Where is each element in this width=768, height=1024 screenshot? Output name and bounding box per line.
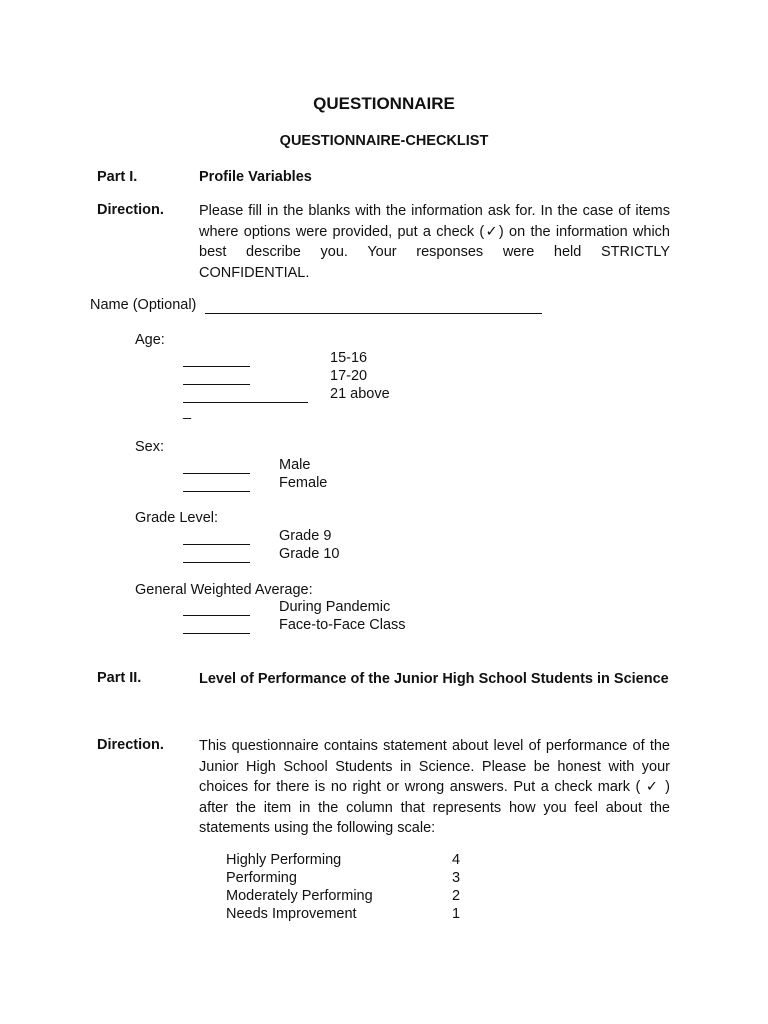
age-blank-3[interactable] xyxy=(183,402,308,403)
sex-blank-1[interactable] xyxy=(183,473,250,474)
sex-blank-2[interactable] xyxy=(183,491,250,492)
document-subtitle: QUESTIONNAIRE-CHECKLIST xyxy=(279,133,489,149)
name-blank[interactable] xyxy=(205,313,542,314)
name-label: Name (Optional) xyxy=(90,297,197,313)
grade-blank-2[interactable] xyxy=(183,562,250,563)
scale-value: 4 xyxy=(452,852,461,868)
grade-blank-1[interactable] xyxy=(183,544,250,545)
part1-direction-text: Please fill in the blanks with the information ask for. In the case of items where options were provided, put a check (✓) on the information which best describe you. Your responses were held STRICTLY CONFIDENTIAL. xyxy=(199,203,670,281)
gwa-blank-2[interactable] xyxy=(183,633,250,634)
age-label: Age: xyxy=(135,332,165,348)
sex-option-2: Female xyxy=(279,475,328,491)
scale-row xyxy=(226,888,460,904)
part1-direction-label: Direction. xyxy=(97,202,164,218)
gwa-label: General Weighted Average: xyxy=(135,582,313,598)
sex-label: Sex: xyxy=(135,439,165,455)
age-option-2: 17-20 xyxy=(330,368,368,384)
scale-label: Moderately Performing xyxy=(226,888,373,904)
part1-heading: Profile Variables xyxy=(199,169,312,185)
part2-direction-label: Direction. xyxy=(97,737,164,753)
scale-label: Highly Performing xyxy=(226,852,342,868)
gwa-option-1: During Pandemic xyxy=(279,599,391,615)
scale-label: Performing xyxy=(226,870,297,886)
age-option-1: 15-16 xyxy=(330,350,368,366)
grade-option-2: Grade 10 xyxy=(279,546,340,562)
scale-row xyxy=(226,906,460,922)
scale-row xyxy=(226,870,460,886)
grade-option-1: Grade 9 xyxy=(279,528,332,544)
gwa-option-2: Face-to-Face Class xyxy=(279,617,406,633)
part2-label: Part II. xyxy=(97,670,142,686)
age-option-3: 21 above xyxy=(330,386,390,402)
document-title: QUESTIONNAIRE xyxy=(313,94,455,113)
gwa-blank-1[interactable] xyxy=(183,615,250,616)
age-blank-2[interactable] xyxy=(183,384,250,385)
scale-value: 2 xyxy=(452,888,461,904)
scale-value: 1 xyxy=(452,906,461,922)
age-stray-mark: _ xyxy=(183,404,192,420)
scale-row xyxy=(226,852,460,868)
part2-heading: Level of Performance of the Junior High School Students in Science xyxy=(199,671,669,687)
age-blank-1[interactable] xyxy=(183,366,250,367)
sex-option-1: Male xyxy=(279,457,311,473)
scale-label: Needs Improvement xyxy=(226,906,357,922)
grade-level-label: Grade Level: xyxy=(135,510,219,526)
part1-label: Part I. xyxy=(97,169,138,185)
scale-value: 3 xyxy=(452,870,461,886)
part2-direction-text: This questionnaire contains statement about level of performance of the Junior High School Students in Science. Please be honest with your choices for there is no right or wrong answers. Put a check mark ( ✓ ) after the item in the column that represents how you feel about the statements using the following scale: xyxy=(199,738,670,836)
